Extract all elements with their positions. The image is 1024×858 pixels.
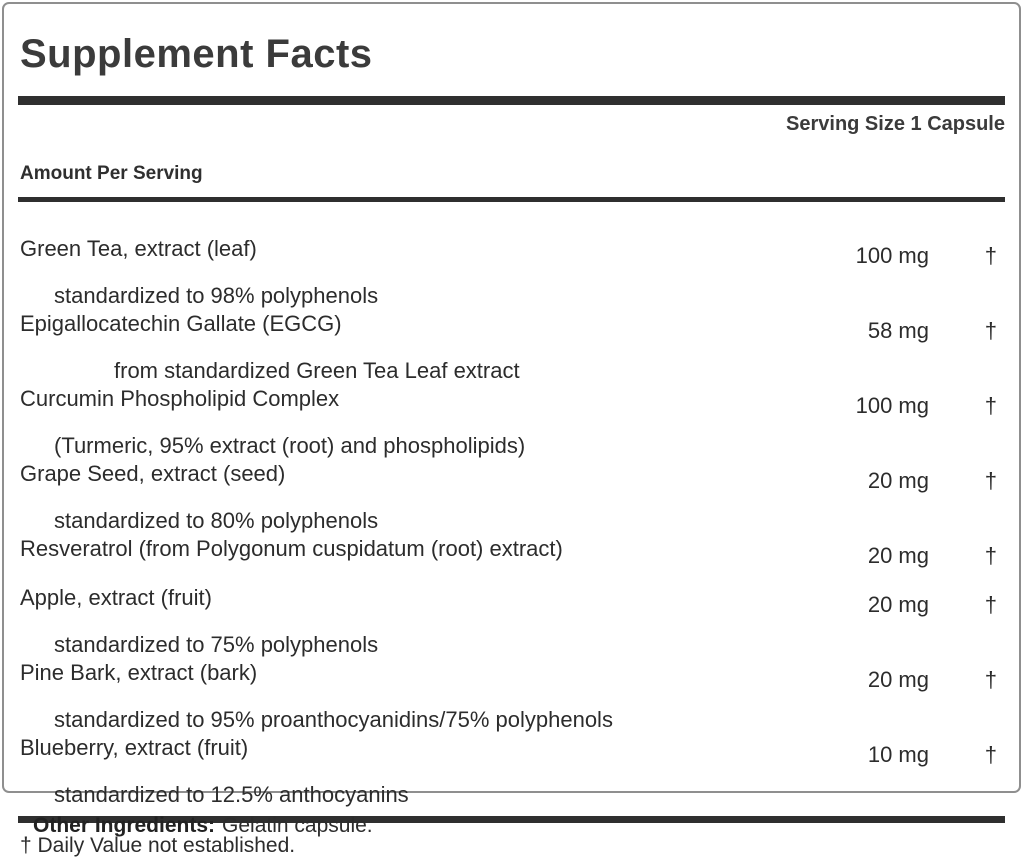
daily-value-dagger: † [984, 742, 997, 767]
other-ingredients [33, 814, 373, 838]
other-ingredients-value: Gelatin capsule. [222, 814, 373, 837]
amount-per-serving-header: Amount Per Serving [20, 163, 203, 184]
ingredient-name: Apple, extract (fruit) [20, 585, 212, 610]
ingredient-amount: 100 mg [855, 393, 929, 418]
divider-under-header [18, 197, 1005, 202]
ingredient-amount: 20 mg [867, 592, 929, 617]
ingredient-rows [18, 235, 1005, 808]
ingredient-detail: standardized to 98% polyphenols [54, 283, 379, 308]
other-ingredients-label: Other Ingredients: [33, 814, 216, 837]
daily-value-dagger: † [984, 667, 997, 692]
ingredient-row-green-tea [18, 235, 1005, 309]
daily-value-dagger: † [984, 393, 997, 418]
daily-value-footnote: † Daily Value not established. [20, 834, 296, 857]
daily-value-dagger: † [984, 468, 997, 493]
serving-size: Serving Size 1 Capsule [786, 113, 1005, 135]
ingredient-detail: (Turmeric, 95% extract (root) and phospholipids) [54, 433, 526, 458]
ingredient-row-blueberry [18, 734, 1005, 808]
ingredient-amount: 58 mg [867, 318, 929, 343]
ingredient-name: Resveratrol (from Polygonum cuspidatum (root) extract) [20, 536, 563, 561]
ingredient-detail: standardized to 95% proanthocyanidins/75% polyphenols [54, 707, 613, 732]
ingredient-amount: 20 mg [867, 667, 929, 692]
ingredient-name: Blueberry, extract (fruit) [20, 735, 249, 760]
ingredient-detail: standardized to 12.5% anthocyanins [54, 782, 409, 807]
ingredient-detail: standardized to 80% polyphenols [54, 508, 379, 533]
ingredient-detail: standardized to 75% polyphenols [54, 632, 379, 657]
ingredient-row-egcg [18, 310, 1005, 384]
ingredient-amount: 100 mg [855, 243, 929, 268]
ingredient-row-resveratrol [18, 535, 1005, 569]
daily-value-dagger: † [984, 592, 997, 617]
daily-value-dagger: † [984, 318, 997, 343]
ingredient-name: Grape Seed, extract (seed) [20, 461, 286, 486]
ingredient-name: Curcumin Phospholipid Complex [20, 386, 340, 411]
thick-divider-top [18, 96, 1005, 105]
daily-value-dagger: † [984, 243, 997, 268]
ingredient-name: Pine Bark, extract (bark) [20, 660, 258, 685]
ingredient-row-curcumin [18, 385, 1005, 459]
ingredient-row-apple [18, 584, 1005, 658]
daily-value-dagger: † [984, 543, 997, 568]
supplement-facts-title: Supplement Facts [20, 32, 373, 76]
ingredient-row-grape-seed [18, 460, 1005, 534]
ingredient-detail: from standardized Green Tea Leaf extract [114, 358, 520, 383]
ingredient-amount: 10 mg [867, 742, 929, 767]
ingredient-amount: 20 mg [867, 468, 929, 493]
ingredient-name: Epigallocatechin Gallate (EGCG) [20, 311, 342, 336]
ingredient-row-pine-bark [18, 659, 1005, 733]
ingredient-name: Green Tea, extract (leaf) [20, 236, 257, 261]
ingredient-amount: 20 mg [867, 543, 929, 568]
